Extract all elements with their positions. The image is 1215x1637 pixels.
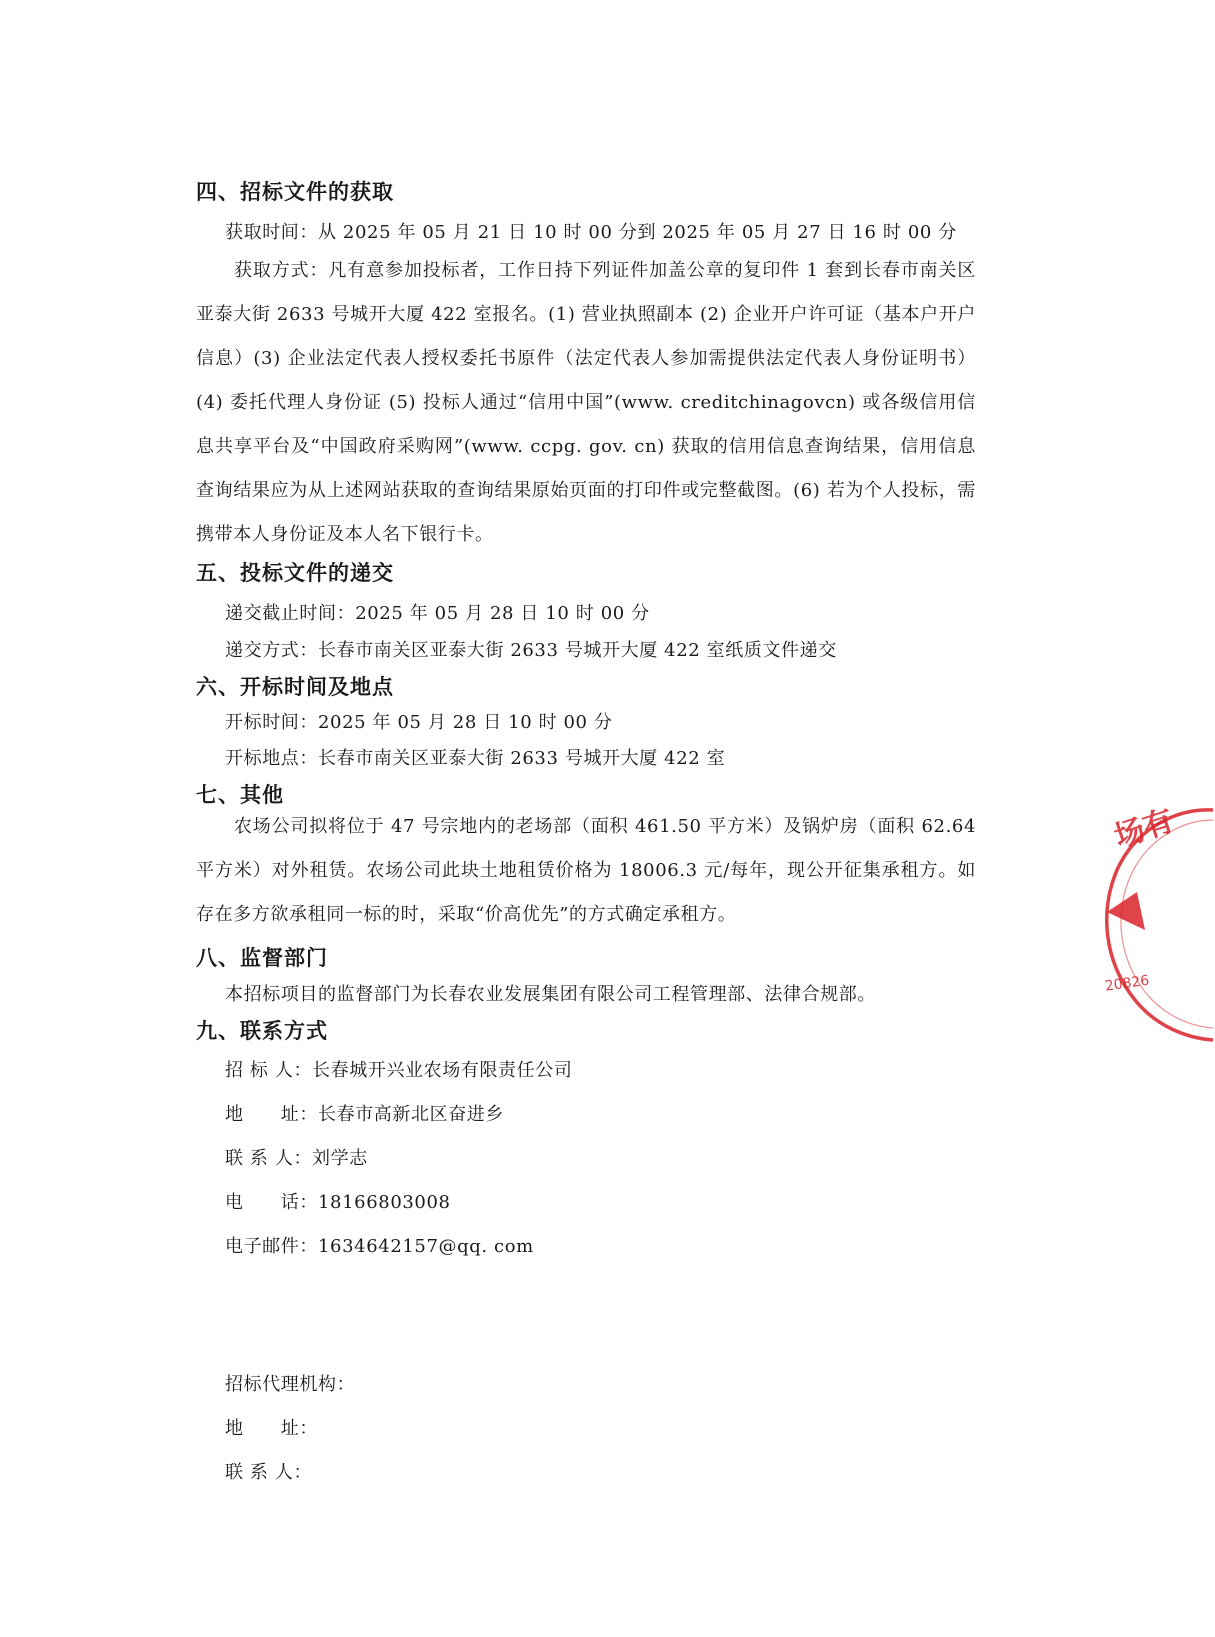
agency-label: 招标代理机构：	[225, 1374, 356, 1395]
acquire-method-paragraph: 获取方式：凡有意参加投标者，工作日持下列证件加盖公章的复印件 1 套到长春市南关区亚泰大街 2633 号城开大厦 422 室报名。(1) 营业执照副本 (2) 企业开户许可证（基本户开户信息）(3) 企业法定代表人授权委托书原件（法定代表人参加需提供法定代表人身份证明书）(4) 委托代理人身份证 (5) 投标人通过“信用中国”(www. creditchinagovcn) 或各级信用信息共享平台及“中国政府采购网”(www. ccpg. gov. cn) 获取的信用信息查询结果，信用信息查询结果应为从上述网站获取的查询结果原始页面的打印件或完整截图。(6) 若为个人投标，需携带本人身份证及本人名下银行卡。	[196, 260, 976, 545]
company-seal	[1095, 800, 1215, 1050]
contact-address	[225, 1100, 504, 1126]
tenderer-value: 长春城开兴业农场有限责任公司	[312, 1060, 573, 1081]
address-label: 地 址：	[225, 1104, 318, 1125]
section-9-heading: 九、联系方式	[196, 1019, 328, 1043]
other-paragraph: 农场公司拟将位于 47 号宗地内的老场部（面积 461.50 平方米）及锅炉房（面积 62.64 平方米）对外租赁。农场公司此块土地租赁价格为 18006.3 元/每年，现公开征集承租方。如存在多方欲承租同一标的时，采取“价高优先”的方式确定承租方。	[196, 816, 976, 925]
contact-person-label: 联 系 人：	[225, 1148, 313, 1169]
seal-star-icon	[1107, 892, 1145, 930]
contact-phone	[225, 1188, 451, 1214]
seal-text-top: 场有	[1110, 803, 1179, 856]
contact-person	[225, 1144, 368, 1170]
section-5-heading: 五、投标文件的递交	[196, 561, 394, 585]
supervision-text: 本招标项目的监督部门为长春农业发展集团有限公司工程管理部、法律合规部。	[225, 984, 876, 1005]
submit-method: 递交方式：长春市南关区亚泰大街 2633 号城开大厦 422 室纸质文件递交	[225, 640, 837, 661]
section-8-heading: 八、监督部门	[196, 946, 328, 970]
agency-name-row	[225, 1370, 355, 1396]
agency-address-row	[225, 1414, 318, 1440]
phone-label: 电 话：	[225, 1192, 318, 1213]
email-value: 1634642157@qq. com	[318, 1236, 534, 1257]
agency-address-label: 地 址：	[225, 1418, 318, 1439]
contact-email	[225, 1232, 534, 1258]
seal-text-bottom: 20826	[1103, 972, 1151, 995]
section-7-heading: 七、其他	[196, 783, 284, 807]
address-value: 长春市高新北区奋进乡	[318, 1104, 504, 1125]
contact-tenderer	[225, 1056, 572, 1082]
opening-place: 开标地点：长春市南关区亚泰大街 2633 号城开大厦 422 室	[225, 748, 726, 769]
email-label: 电子邮件：	[225, 1236, 318, 1257]
agency-contact-row	[225, 1458, 312, 1484]
opening-time: 开标时间：2025 年 05 月 28 日 10 时 00 分	[225, 712, 613, 733]
tenderer-label: 招 标 人：	[225, 1060, 313, 1081]
submit-deadline: 递交截止时间：2025 年 05 月 28 日 10 时 00 分	[225, 603, 650, 624]
phone-value: 18166803008	[318, 1192, 451, 1213]
agency-contact-label: 联 系 人：	[225, 1462, 313, 1483]
acquire-time: 获取时间：从 2025 年 05 月 21 日 10 时 00 分到 2025 年 05 月 27 日 16 时 00 分	[225, 222, 957, 243]
section-6-heading: 六、开标时间及地点	[196, 675, 394, 699]
section-4-heading: 四、招标文件的获取	[196, 180, 394, 204]
contact-person-value: 刘学志	[312, 1148, 368, 1169]
